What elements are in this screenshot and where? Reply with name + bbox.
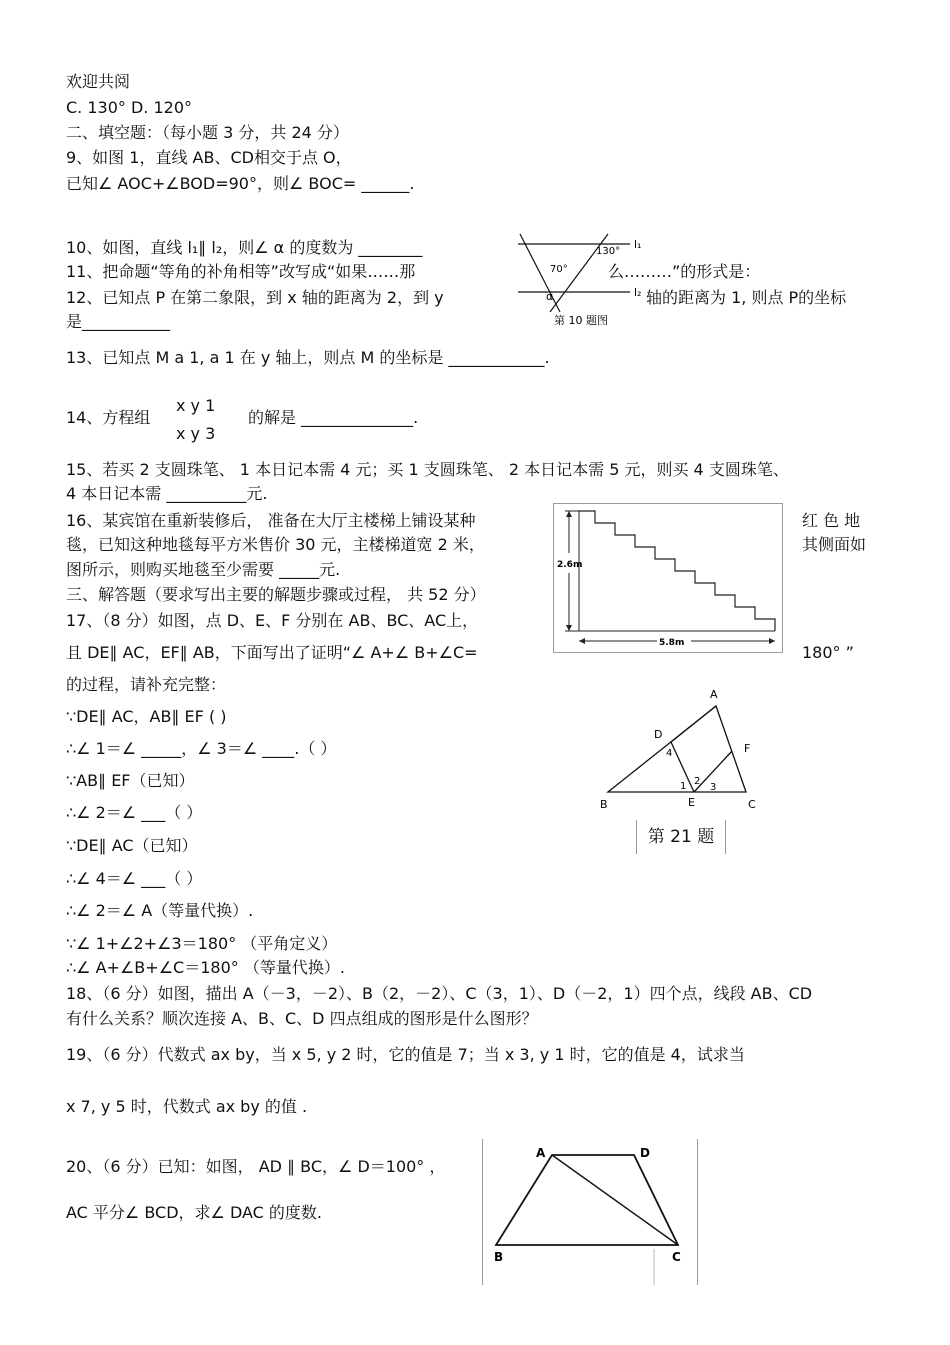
question-18-line-1: 18、（6 分）如图，描出 A（－3，－2）、B（2，－2）、C（3，1）、D（－2，1）四个点，线段 AB、CD xyxy=(66,984,813,1003)
width-label: 5.8m xyxy=(659,638,685,648)
question-16-line-2a: 毯，已知这种地毯每平方米售价 30 元，主楼梯道宽 2 米， xyxy=(66,535,485,554)
angle-2-label: 2 xyxy=(694,776,701,787)
question-18-line-2: 有什么关系？顺次连接 A、B、C、D 四点组成的图形是什么图形？ xyxy=(66,1009,538,1028)
point-C: C xyxy=(748,798,756,811)
point-B: B xyxy=(600,798,608,811)
question-10: 10、如图，直线 l₁∥ l₂，则∠ α 的度数为 ________ xyxy=(66,238,423,257)
proof-step-4: ∴∠ 2＝∠ ___（ ） xyxy=(66,803,203,822)
question-16-line-1b: 红 色 地 xyxy=(802,511,861,530)
question-17-line-3: 的过程，请补充完整： xyxy=(66,675,227,694)
page-header: 欢迎共阅 xyxy=(66,72,131,91)
figure-trapezoid-q20 xyxy=(482,1139,698,1285)
equation-row-2: x y 3 xyxy=(176,424,216,443)
question-12-part-b: 轴的距离为 1, 则点 P的坐标 xyxy=(646,288,847,307)
proof-step-1: ∵DE∥ AC，AB∥ EF ( ) xyxy=(66,707,227,726)
question-19-line-1: 19、（6 分）代数式 ax by，当 x 5, y 2 时，它的值是 7；当 x 3, y 1 时，它的值是 4，试求当 xyxy=(66,1045,745,1064)
figure-staircase xyxy=(553,503,783,653)
question-16-line-1a: 16、某宾馆在重新装修后， 准备在大厅主楼梯上铺设某种 xyxy=(66,511,476,530)
figure-question-10 xyxy=(510,230,650,330)
trap-point-C: C xyxy=(672,1250,681,1264)
point-D: D xyxy=(654,728,663,741)
trap-point-B: B xyxy=(494,1250,504,1264)
question-20-line-1: 20、（6 分）已知：如图， AD ∥ BC，∠ D＝100° ， xyxy=(66,1157,446,1176)
l1-label: l₁ xyxy=(634,238,642,251)
question-14-part-a: 14、方程组 xyxy=(66,408,151,427)
figure-21-caption: 第 21 题 xyxy=(636,820,726,854)
options-line: C. 130° D. 120° xyxy=(66,98,192,117)
section-fill-in-title: 二、填空题：（每小题 3 分，共 24 分） xyxy=(66,123,349,142)
trap-point-D: D xyxy=(640,1146,650,1160)
trap-point-A: A xyxy=(536,1146,546,1160)
height-label: 2.6m xyxy=(557,560,583,570)
question-17-line-2b: 180° ” xyxy=(802,643,854,662)
l2-label: l₂ xyxy=(634,286,642,299)
question-19-line-2: x 7, y 5 时，代数式 ax by 的值 . xyxy=(66,1097,308,1116)
angle-4-label: 4 xyxy=(666,748,673,759)
proof-step-9: ∴∠ A+∠B+∠C＝180° （等量代换）. xyxy=(66,958,345,977)
point-F: F xyxy=(744,742,751,755)
proof-step-8: ∵∠ 1+∠2+∠3＝180° （平角定义） xyxy=(66,934,338,953)
question-12-part-a: 12、已知点 P 在第二象限，到 x 轴的距离为 2，到 y xyxy=(66,288,444,307)
question-17-line-2a: 且 DE∥ AC，EF∥ AB，下面写出了证明“∠ A+∠ B+∠C= xyxy=(66,643,478,662)
question-15-line-1: 15、若买 2 支圆珠笔、 1 本日记本需 4 元；买 1 支圆珠笔、 2 本日记本需 5 元，则买 4 支圆珠笔、 xyxy=(66,460,789,479)
question-17-line-1: 17、（8 分）如图，点 D、E、F 分别在 AB、BC、AC上， xyxy=(66,611,479,630)
section-solve-title: 三、解答题（要求写出主要的解题步骤或过程， 共 52 分） xyxy=(66,585,486,604)
question-16-line-2b: 其侧面如 xyxy=(802,535,867,554)
proof-step-3: ∵AB∥ EF（已知） xyxy=(66,771,195,790)
question-9-line-2: 已知∠ AOC+∠BOD=90°，则∠ BOC= ______. xyxy=(66,174,415,193)
alpha-label: α xyxy=(546,290,554,303)
angle-130-label: 130° xyxy=(596,246,621,257)
question-14-part-b: 的解是 ______________. xyxy=(248,408,419,427)
figure-triangle-q17 xyxy=(596,686,766,816)
question-13: 13、已知点 M a 1, a 1 在 y 轴上，则点 M 的坐标是 ____________. xyxy=(66,348,550,367)
point-A: A xyxy=(710,688,718,701)
proof-step-6: ∴∠ 4＝∠ ___（ ） xyxy=(66,869,203,888)
figure-10-caption: 第 10 题图 xyxy=(554,314,608,327)
question-16-line-3: 图所示，则购买地毯至少需要 _____元. xyxy=(66,560,341,579)
equation-row-1: x y 1 xyxy=(176,396,216,415)
angle-70-label: 70° xyxy=(550,264,568,275)
question-11-part-a: 11、把命题“等角的补角相等”改写成“如果……那 xyxy=(66,262,416,281)
question-20-line-2: AC 平分∠ BCD，求∠ DAC 的度数. xyxy=(66,1203,323,1222)
proof-step-5: ∵DE∥ AC（已知） xyxy=(66,836,198,855)
question-12-line-2: 是___________ xyxy=(66,312,171,331)
question-11-part-b: 么………”的形式是： xyxy=(608,262,761,281)
point-E: E xyxy=(688,796,695,809)
proof-step-7: ∴∠ 2＝∠ A（等量代换）. xyxy=(66,901,254,920)
angle-3-label: 3 xyxy=(710,782,717,793)
proof-step-2: ∴∠ 1＝∠ _____，∠ 3＝∠ ____.（ ） xyxy=(66,739,337,758)
question-15-line-2: 4 本日记本需 __________元. xyxy=(66,484,268,503)
question-9-line-1: 9、如图 1，直线 AB、CD相交于点 O， xyxy=(66,148,352,167)
angle-1-label: 1 xyxy=(680,781,687,792)
